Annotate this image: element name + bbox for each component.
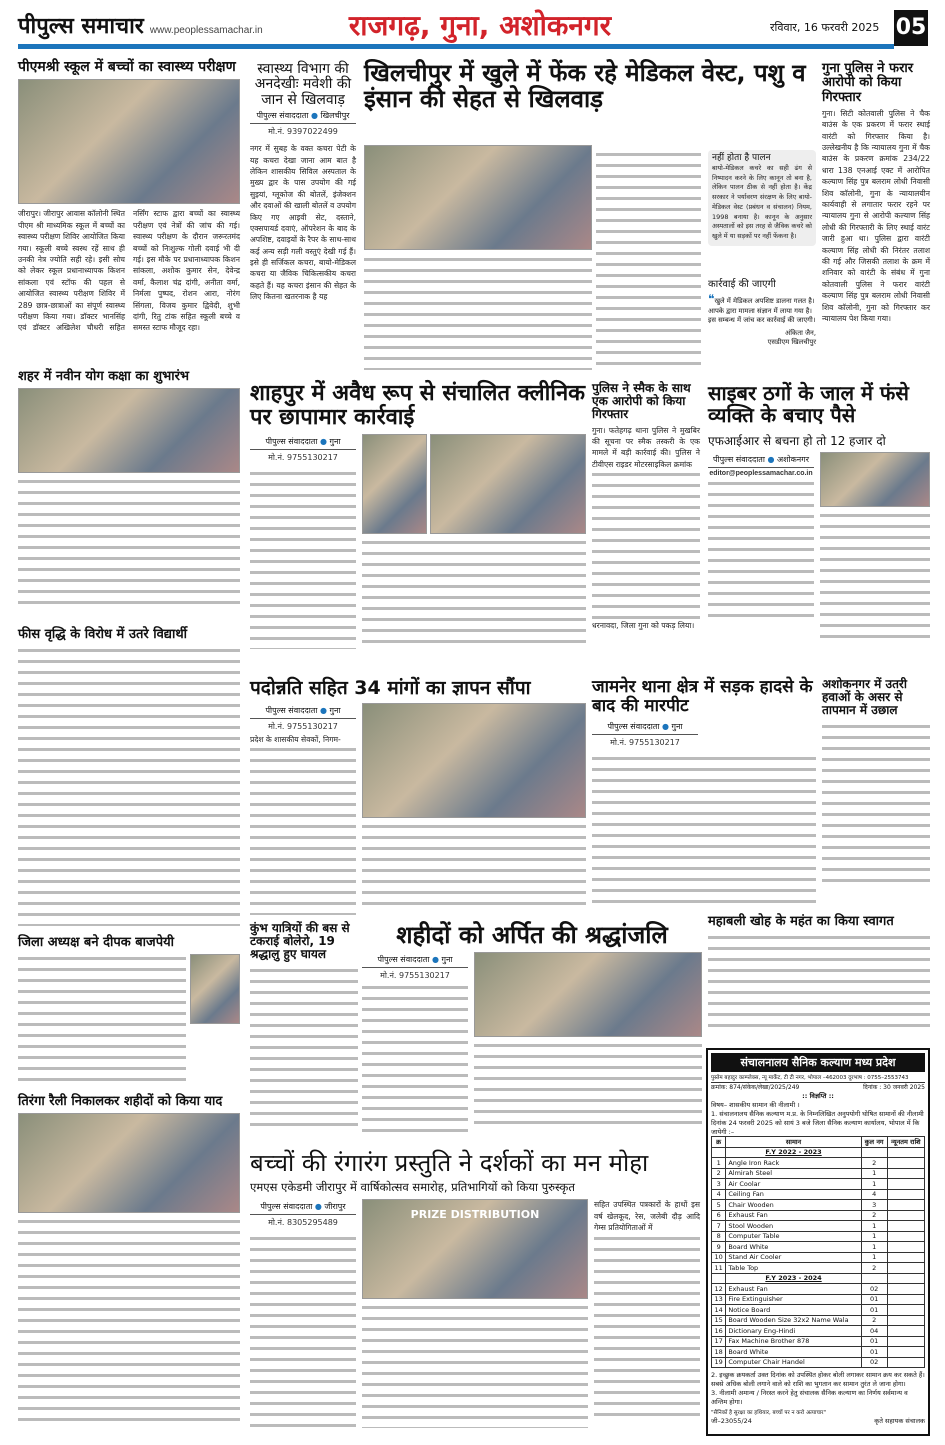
table-cell: Angle Iron Rack <box>726 1158 861 1169</box>
article-body <box>592 754 816 904</box>
section-title: राजगढ़, गुना, अशोकनगर <box>348 9 612 42</box>
table-row <box>712 1305 925 1316</box>
photo <box>820 452 930 507</box>
headline: महाबली खोह के महंत का किया स्वागत <box>708 914 894 929</box>
table-cell: Computer Chair Handel <box>726 1357 861 1368</box>
article-body <box>708 479 814 619</box>
photo <box>18 79 240 204</box>
date: रविवार, 16 फरवरी 2025 <box>770 21 880 34</box>
photo <box>430 434 586 534</box>
column-header: क्र <box>712 1137 726 1148</box>
box-heading: कार्रवाई की जाएगी <box>708 279 776 290</box>
article-body-cont <box>592 470 700 620</box>
article-body <box>250 1234 356 1434</box>
article-body <box>250 745 356 915</box>
byline: पीपुल्स संवाददाता ● जीरापुर <box>250 1199 356 1215</box>
article-smack <box>592 382 700 632</box>
article-body: सहित उपस्थित पत्रकारों के हाथों इस वर्ष खेलकूद, रेस, जलेबी दौड़ आदि गेम्स प्रतियोगिताओं में <box>594 1200 700 1233</box>
photo <box>362 703 586 818</box>
box-karvai <box>708 276 816 346</box>
article-jamner <box>592 678 816 904</box>
table-cell: 2 <box>861 1210 887 1221</box>
article-tiranga <box>18 1095 240 1427</box>
table-cell: Almirah Steel <box>726 1168 861 1179</box>
table-row <box>712 1242 925 1253</box>
column-header: कुल नग <box>861 1137 887 1148</box>
masthead-logo: पीपुल्स समाचार www.peoplessamachar.in <box>18 13 263 39</box>
mobile-number: मो.नं. 9755130217 <box>268 721 338 731</box>
table-row <box>712 1158 925 1169</box>
article-body: नगर में सुबह के वक्त कचरा पेटी के यह कचरा देखा जाना आम बात है लेकिन शासकीय सिविल अस्पताल के मुख्य द्वार के पास उपयोग की गई सुइयां, ग्लूकोज की बोतलें, इंजेक्शन और दवाओं की खाली बोतलें व उपयोग किए गए आइवी सेट, दस्ताने, एक्सपायर्ड दवाएं, ऑपरेशन के बाद के अपशिष्ट, दवाइयों के रैपर के साथ-साथ कई अन्य सड़ी गली वस्तुएं देखी गई हैं। इसे ही सर्जिकल कचरा, बायो-मेडिकल कचरा या जैविक चिकित्सकीय कचरा कहते हैं। यह कचरा इंसान की सेहत के लिए कितना खतरनाक है यह <box>250 144 356 302</box>
table-cell: Chair Wooden <box>726 1200 861 1211</box>
notice-signatory: कृते सहायक संचालक <box>874 1417 925 1425</box>
table-cell <box>887 1168 924 1179</box>
headline: जिला अध्यक्ष बने दीपक बाजपेयी <box>18 935 174 950</box>
article-body <box>18 646 240 926</box>
article-shahid <box>362 922 702 1133</box>
table-cell <box>887 1347 924 1358</box>
table-cell: 11 <box>712 1263 726 1274</box>
box-body: बायो-मेडिकल कचरे का सही ढंग से निष्पादन करने के लिए कानून तो बना है, लेकिन पालन ठीक से नहीं होता है। केंद्र सरकार ने पर्यावरण संरक्षण के लिए बायो-मेडिकल वेस्ट (प्रबंधन व संचालन) नियम, 1998 बनाया है। कानून के अनुसार अस्पतालों को इस तरह से जैविक कचरे को खुले में या सड़कों पर नहीं फेंकना है। <box>712 163 812 241</box>
article-lead: प्रदेश के शासकीय सेवकों, निगम- <box>250 734 341 744</box>
article-body <box>596 150 701 370</box>
article-zila <box>18 936 240 1084</box>
table-row <box>712 1336 925 1347</box>
table-row <box>712 1210 925 1221</box>
table-row <box>712 1347 925 1358</box>
table-cell: 01 <box>861 1347 887 1358</box>
byline: पीपुल्स संवाददाता ● अशोकनगर <box>708 452 814 468</box>
quote-icon: ❝ <box>708 292 715 306</box>
article-body <box>18 954 186 1084</box>
byline: पीपुल्स संवाददाता ● गुना <box>362 952 468 968</box>
article-padonnati <box>250 678 586 915</box>
notice-heading: :: विज्ञप्ति :: <box>802 1092 834 1100</box>
table-row <box>712 1221 925 1232</box>
headline: शहीदों को अर्पित की श्रद्धांजलि <box>396 921 668 949</box>
headline: बच्चों की रंगारंग प्रस्तुति ने दर्शकों का मन मोहा <box>250 1149 649 1177</box>
group-row <box>712 1273 925 1284</box>
notice-para1: 1. संचालनालय सैनिक कल्याण म.प्र. के निम्नलिखित अनुपयोगी घोषित सामानों की नीलामी दिनांक 24 फरवरी 2025 को सायं 3 बजे जिला सैनिक कल्याण कार्यालय, भोपाल में कि जायेगी :– <box>711 1110 924 1136</box>
mobile-number: मो.नं. 9755130217 <box>380 971 450 981</box>
table-cell: 3 <box>712 1179 726 1190</box>
table-cell: Fire Extinguisher <box>726 1294 861 1305</box>
photo-banner: PRIZE DISTRIBUTION <box>410 1208 540 1222</box>
table-cell <box>887 1189 924 1200</box>
headline: पीएमश्री स्कूल में बच्चों का स्वास्थ्य परीक्षण <box>18 59 236 75</box>
article-body <box>364 255 592 370</box>
table-cell: 1 <box>861 1242 887 1253</box>
table-cell: 1 <box>712 1158 726 1169</box>
table-cell: Notice Board <box>726 1305 861 1316</box>
article-body <box>820 511 930 641</box>
table-cell: 4 <box>861 1189 887 1200</box>
table-cell: Dictionary Eng-Hindi <box>726 1326 861 1337</box>
table-cell: Fax Machine Brother 878 <box>726 1336 861 1347</box>
official-name: अंकिता जैन, <box>785 329 816 337</box>
article-body <box>708 933 930 1033</box>
table-cell: 01 <box>861 1305 887 1316</box>
table-cell <box>887 1284 924 1295</box>
subheadline: एफआईआर से बचना हो तो 12 हजार दो <box>708 434 886 448</box>
table-cell <box>887 1200 924 1211</box>
article-pmshri <box>18 60 240 334</box>
table-cell <box>887 1179 924 1190</box>
table-cell: 9 <box>712 1242 726 1253</box>
article-body-tail: धरनावदा, जिला गुना को पकड़ लिया। <box>592 621 695 631</box>
headline: कुंभ यात्रियों की बस से टकराई बोलेरो, 19 श्रद्धालु हुए घायल <box>250 921 350 962</box>
table-cell: 2 <box>861 1263 887 1274</box>
byline: पीपुल्स संवाददाता ● गुना <box>250 703 356 719</box>
table-cell <box>887 1315 924 1326</box>
headline: पदोन्नति सहित 34 मांगों का ज्ञापन सौंपा <box>250 677 531 699</box>
headline: शाहपुर में अवैध रूप से संचालित क्लीनिक पर छापामार कार्रवाई <box>250 381 586 431</box>
notice-date: दिनांक : 30 जनवरी 2025 <box>863 1084 925 1091</box>
table-cell <box>887 1221 924 1232</box>
headline: स्वास्थ्य विभाग की अनदेखीः मवेशी की जान से खिलवाड़ <box>254 61 352 108</box>
table-row <box>712 1315 925 1326</box>
article-body <box>362 822 586 912</box>
page-number: 05 <box>894 10 928 46</box>
photo <box>18 1113 240 1213</box>
article-body: गुना। सिटी कोतवाली पुलिस ने चैक बाउंस के एक प्रकरण में फरार स्थाई वारंटी को गिरफ्तार किया है। उल्लेखनीय है कि न्यायालय गुना में चैक बाउंस के प्रकरण क्रमांक 234/22 धारा 138 एनआई एक्ट में आरोपित कल्याण सिंह पुत्र बलराम लोधी निवासी शिव कॉलोनी, गुना के न्यायालयीन कार्यवाही से लगातार फरार रहने पर न्यायालय गुना से आरोपी कल्याण सिंह लोधी की गिरफ्तारी के लिए स्थाई वारंट जारी हुआ था। पुलिस द्वारा वारंटी कल्याण सिंह लोधी की निरंतर तलाश की गई और जिसकी तलाश के क्रम में शनिवार को वारंटी के संबंध में गुना कोतवाली पुलिस ने फरार वारंटी कल्याण सिंह पुत्र बलराम लोधी निवासी शिव कॉलोनी, गुना को गिरफ्तार कर न्यायालय पेश किया गया। <box>822 108 930 323</box>
article-body <box>250 966 358 1131</box>
headline: गुना पुलिस ने फरार आरोपी को किया गिरफ्तार <box>822 61 914 105</box>
table-cell: 3 <box>861 1200 887 1211</box>
table-row <box>712 1284 925 1295</box>
table-cell: 12 <box>712 1284 726 1295</box>
table-cell <box>887 1210 924 1221</box>
items-table <box>711 1136 925 1368</box>
photo <box>190 954 240 1024</box>
notice-slogan: "सैनिकों है सुरक्षा का हथियार, बच्चों पर न करो अत्याचार" <box>711 1410 827 1416</box>
table-cell: 02 <box>861 1357 887 1368</box>
table-cell <box>887 1231 924 1242</box>
photo <box>18 388 240 473</box>
notice-address: पुस्तेम बहादुर काम्प्लेक्स, न्यू मार्केट, टी टी नगर, भोपाल –462003 दूरभाष : 0755–2553743 <box>711 1072 925 1083</box>
table-cell: Computer Table <box>726 1231 861 1242</box>
notice-title: संचालनालय सैनिक कल्याण मध्य प्रदेश <box>711 1053 925 1072</box>
table-cell: 4 <box>712 1189 726 1200</box>
headline: तिरंगा रैली निकालकर शहीदों को किया याद <box>18 1094 223 1109</box>
email[interactable]: editor@peoplessamachar.co.in <box>709 470 813 477</box>
table-cell: 2 <box>861 1315 887 1326</box>
group-label: F.Y 2023 - 2024 <box>726 1273 861 1284</box>
article-body <box>474 1041 702 1126</box>
table-cell: 7 <box>712 1221 726 1232</box>
table-row <box>712 1326 925 1337</box>
byline: पीपुल्स संवाददाता ● गुना <box>250 434 356 450</box>
table-cell: 1 <box>861 1168 887 1179</box>
article-mahabali <box>708 915 930 1033</box>
table-cell: 16 <box>712 1326 726 1337</box>
article-body: गुना। फतेहगढ़ थाना पुलिस ने मुखबिर की सूचना पर स्मैक तस्करी के एक मामले में बड़ी कार्रवाई की। पुलिस ने टीवीएस राइडर मोटरसाइकिल क्रमांक <box>592 425 700 469</box>
headline: अशोकनगर में उतरी हवाओं के असर से तापमान में उछाल <box>822 677 907 718</box>
article-kumbh <box>250 922 358 1131</box>
headline: शहर में नवीन योग कक्षा का शुभारंभ <box>18 369 190 384</box>
article-shahpur <box>250 382 586 649</box>
table-cell: 5 <box>712 1200 726 1211</box>
column-header: सामान <box>726 1137 861 1148</box>
mobile-number: मो.नं. 9755130217 <box>610 738 680 748</box>
column-header: न्यूनतम राशि <box>887 1137 924 1148</box>
notice-para3: 3. नीलामी अमान्य / निरस्त करने हेतु संचालक सैनिक कल्याण का निर्णय सर्वमान्य व अन्तिम होगा। <box>711 1389 908 1406</box>
table-row <box>712 1294 925 1305</box>
auction-notice <box>706 1048 930 1436</box>
table-cell <box>887 1242 924 1253</box>
table-cell: 04 <box>861 1326 887 1337</box>
table-row <box>712 1252 925 1263</box>
table-cell <box>887 1357 924 1368</box>
table-row <box>712 1231 925 1242</box>
table-row <box>712 1200 925 1211</box>
table-cell: 19 <box>712 1357 726 1368</box>
notice-code: जी–23055/24 <box>711 1417 752 1425</box>
article-body <box>18 477 240 607</box>
table-cell: 13 <box>712 1294 726 1305</box>
table-cell: 14 <box>712 1305 726 1316</box>
headline: जामनेर थाना क्षेत्र में सड़क हादसे के बाद की मारपीट <box>592 677 813 716</box>
website: www.peoplessamachar.in <box>149 25 263 36</box>
table-cell: 15 <box>712 1315 726 1326</box>
table-cell <box>887 1305 924 1316</box>
table-cell: 2 <box>712 1168 726 1179</box>
table-cell: Air Coolar <box>726 1179 861 1190</box>
box-heading: नहीं होता है पालन <box>712 153 771 163</box>
table-cell: 18 <box>712 1347 726 1358</box>
table-cell: Ceiling Fan <box>726 1189 861 1200</box>
mobile-number: मो.नं. 9397022499 <box>268 127 338 137</box>
table-cell: 6 <box>712 1210 726 1221</box>
article-body <box>362 983 468 1133</box>
article-body-cont <box>594 1234 700 1419</box>
notice-subject: विषय– शासकीय सामान की नीलामी । <box>711 1101 800 1109</box>
table-cell: 01 <box>861 1336 887 1347</box>
group-row <box>712 1147 925 1158</box>
group-label: F.Y 2022 - 2023 <box>726 1147 861 1158</box>
byline: पीपुल्स संवाददाता ● खिलचीपुर <box>250 108 356 124</box>
table-cell: 01 <box>861 1294 887 1305</box>
headline: पुलिस ने स्मैक के साथ एक आरोपी को किया गिरफ्तार <box>592 381 691 422</box>
article-rangarang <box>250 1150 700 1434</box>
header-rule <box>18 44 894 49</box>
official-designation: एसडीएम खिलचीपुर <box>767 338 816 346</box>
article-body: जीरापुर। जीरापुर आवास कॉलोनी स्थित पीएम श्री माध्यमिक स्कूल में बच्चों का स्वास्थ्य परीक्षण शिविर आयोजित किया गया। स्कूली बच्चे स्वस्थ रहें साथ ही उनकी नेत्र ज्योति सही रहे। इसी सोच को लेकर स्कूल प्रधानाध्यापक किशन सांकला एवं स्टॉफ की पहल से आयोजित स्वास्थ्य परीक्षण शिविर में 289 छात्र-छात्राओं का संपूर्ण स्वास्थ्य परीक्षण किया गया। डॉक्टर भानसिंह एवं डॉक्टर अखिलेश चौधरी सहित नर्सिंग स्टाफ द्वारा बच्चों का स्वास्थ्य परीक्षण एवं नेत्रों की जांच की गई। स्वास्थ्य परीक्षण के दौरान जरूरतमंद बच्चों को निःशुल्क गोली दवाई भी दी गई। इस मौके पर प्रधानाध्यापक किशन सांकला, अशोक कुमार सेन, देवेन्द्र वर्मा, कैलाश चंद्र दांगी, अनीता वर्मा, निर्मला पुष्पद, रोशन आरा, नोरंग सिंगला, विजय कुमार द्विवेदी, शुभी दांगी, रितु टांक सहित स्कूली बच्चे व समस्त स्टाफ मौजूद रहा। <box>18 209 240 333</box>
photo <box>474 952 702 1037</box>
article-body <box>822 722 930 887</box>
table-cell: Table Top <box>726 1263 861 1274</box>
photo <box>364 145 592 250</box>
table-cell: Exhaust Fan <box>726 1284 861 1295</box>
table-cell: 8 <box>712 1231 726 1242</box>
article-swasthya <box>250 62 356 303</box>
table-cell: Board White <box>726 1347 861 1358</box>
article-cyber <box>708 382 930 641</box>
table-cell: Board Wooden Size 32x2 Name Wala <box>726 1315 861 1326</box>
byline: पीपुल्स संवाददाता ● गुना <box>592 719 698 735</box>
table-cell: Exhaust Fan <box>726 1210 861 1221</box>
article-body <box>250 469 356 649</box>
headline-khilchipur: खिलचीपुर में खुले में फेंक रहे मेडिकल वेस्ट, पशु व इंसान की सेहत से खिलवाड़ <box>364 59 806 114</box>
quote: खुले में मेडिकल अपशिष्ट डालना गलत है। आपके द्वारा मामला संज्ञान में लाया गया है। इस सम्बन्ध में जांच कर कार्रवाई की जाएगी। <box>708 297 816 324</box>
article-body <box>362 1303 588 1428</box>
article-fees <box>18 628 240 926</box>
table-cell <box>887 1252 924 1263</box>
table-cell: 10 <box>712 1252 726 1263</box>
mobile-number: मो.नं. 8305295489 <box>268 1218 338 1228</box>
table-cell: 2 <box>861 1158 887 1169</box>
table-cell: Stand Air Cooler <box>726 1252 861 1263</box>
headline: फीस वृद्धि के विरोध में उतरे विद्यार्थी <box>18 627 188 642</box>
table-cell: Board White <box>726 1242 861 1253</box>
table-cell <box>887 1336 924 1347</box>
table-cell <box>887 1158 924 1169</box>
photo <box>362 434 427 534</box>
table-row <box>712 1263 925 1274</box>
table-row <box>712 1168 925 1179</box>
table-cell: 17 <box>712 1336 726 1347</box>
table-cell: 1 <box>861 1252 887 1263</box>
table-row <box>712 1179 925 1190</box>
table-cell: Stool Wooden <box>726 1221 861 1232</box>
table-cell: 02 <box>861 1284 887 1295</box>
table-cell: 1 <box>861 1221 887 1232</box>
table-row <box>712 1189 925 1200</box>
table-cell <box>887 1263 924 1274</box>
notice-para2: 2. इच्छुक क्रयकर्ता उक्त दिनांक को उपस्थित होकर बोली लगाकर सामान क्रय कर सकते हैं। सबसे अधिक बोली लगाने वाले को राशि का भुगतान कर सामान तुरंत ले जाना होगा। <box>711 1371 925 1388</box>
table-cell <box>887 1294 924 1305</box>
article-yoga <box>18 370 240 607</box>
article-body <box>18 1217 240 1427</box>
mobile-number: मो.नं. 9755130217 <box>268 453 338 463</box>
article-gunapolice <box>822 62 930 324</box>
table-cell <box>887 1326 924 1337</box>
table-cell: 1 <box>861 1179 887 1190</box>
notice-ref: क्रमांक: 874/संकेक/लेखा/2025/249 <box>711 1084 800 1091</box>
headline: साइबर ठगों के जाल में फंसे व्यक्ति के बचाए पैसे <box>708 381 909 427</box>
box-palan <box>708 150 816 246</box>
table-row <box>712 1357 925 1368</box>
article-body <box>362 538 586 643</box>
table-cell: 1 <box>861 1231 887 1242</box>
subheadline: एमएस एकेडमी जीरापुर में वार्षिकोत्सव समारोह, प्रतिभागियों को किया पुरुस्कृत <box>250 1180 575 1195</box>
photo <box>362 1199 588 1299</box>
article-heat <box>822 678 930 887</box>
